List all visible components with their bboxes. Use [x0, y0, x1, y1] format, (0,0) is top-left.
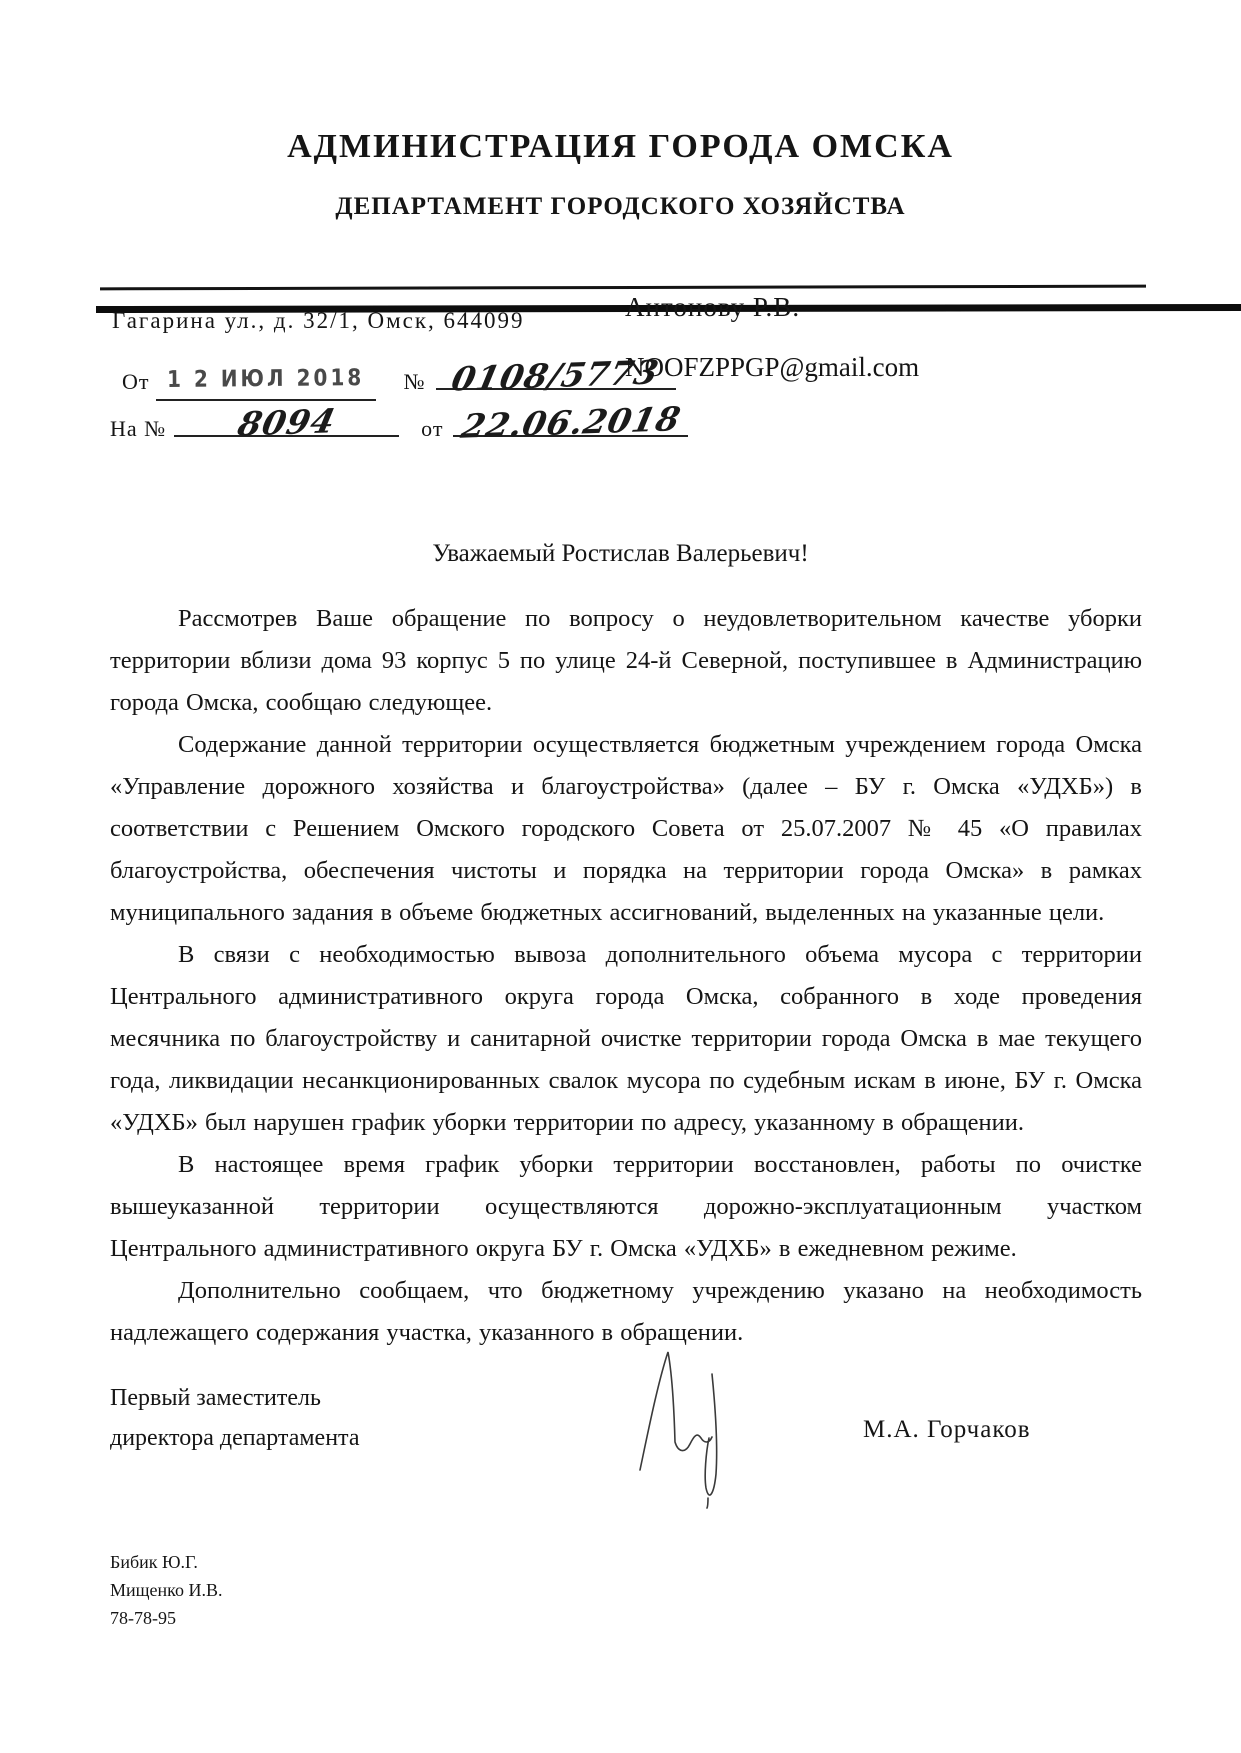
incoming-number-handwritten: 8094	[234, 401, 340, 444]
divider-thin	[100, 285, 1146, 291]
salutation: Уважаемый Ростислав Валерьевич!	[432, 540, 809, 567]
signer-name: М.А. Горчаков	[863, 1416, 1031, 1443]
signer-position-line2: директора департамента	[110, 1425, 360, 1451]
paragraph-3: В связи с необходимостью вывоза дополнительного объема мусора с территории Центрального административного округа города Омска, собранного в ходе проведения месячника по благоустройству и санитарной очистке территории города Омска в мае текущего года, ликвидации несанкционированных свалок мусора по судебным искам в июне, БУ г. Омска «УДХБ» был нарушен график уборки территории по адресу, указанному в обращении.	[110, 941, 1142, 1136]
paragraph-1: Рассмотрев Ваше обращение по вопросу о неудовлетворительном качестве уборки территории вблизи дома 93 корпус 5 по улице 24-й Северной, поступившее в Администрацию города Омска, сообщаю следующее.	[110, 605, 1142, 716]
incoming-number-blank	[174, 401, 399, 444]
number-label: №	[403, 369, 426, 394]
reply-date-label: от	[421, 416, 444, 441]
executor-name-1: Бибик Ю.Г.	[110, 1552, 198, 1572]
incoming-ref-line	[110, 399, 688, 446]
dept-name: ДЕПАРТАМЕНТ ГОРОДСКОГО ХОЗЯЙСТВА	[335, 193, 906, 220]
executor-name-2: Мищенко И.В.	[110, 1580, 223, 1600]
handwritten-signature	[628, 1340, 758, 1510]
signer-position	[110, 1378, 359, 1458]
signer-position-line1: Первый заместитель	[110, 1385, 321, 1411]
outgoing-ref-line	[122, 352, 676, 401]
incoming-date-blank	[453, 399, 688, 446]
reply-label: На №	[110, 416, 167, 441]
from-label: От	[122, 369, 150, 394]
sender-address: Гагарина ул., д. 32/1, Омск, 644099	[112, 308, 525, 333]
paragraph-5: Дополнительно сообщаем, что бюджетному учреждению указано на необходимость надлежащего содержания участка, указанного в обращении.	[110, 1277, 1142, 1346]
incoming-date-handwritten: 22.06.2018	[457, 399, 685, 446]
recipient-name: Антонову Р.В.	[625, 292, 801, 322]
paragraph-2: Содержание данной территории осуществляется бюджетным учреждением города Омска «Управление дорожного хозяйства и благоустройства» (далее – БУ г. Омска «УДХБ») в соответствии с Решением Омского городского Совета от 25.07.2007 № 45 «О правилах благоустройства, обеспечения чистоты и порядка на территории города Омска» в рамках муниципального задания в объеме бюджетных ассигнований, выделенных на указанные цели.	[110, 731, 1142, 926]
paragraph-4: В настоящее время график уборки территории восстановлен, работы по очистке вышеуказанной территории осуществляются дорожно-эксплуатационным участком Центрального административного округа БУ г. Омска «УДХБ» в ежедневном режиме.	[110, 1151, 1142, 1262]
recipient-email: NOOFZPPGP@gmail.com	[625, 352, 920, 382]
org-name: АДМИНИСТРАЦИЯ ГОРОДА ОМСКА	[287, 128, 954, 165]
date-blank	[156, 363, 376, 401]
outgoing-number-handwritten: 0108/5773	[448, 352, 663, 399]
date-stamp: 1 2 ИЮЛ 2018	[166, 363, 365, 393]
executor-phone: 78-78-95	[110, 1608, 176, 1628]
letter-body	[110, 598, 1142, 1354]
executor-footer	[110, 1548, 222, 1632]
